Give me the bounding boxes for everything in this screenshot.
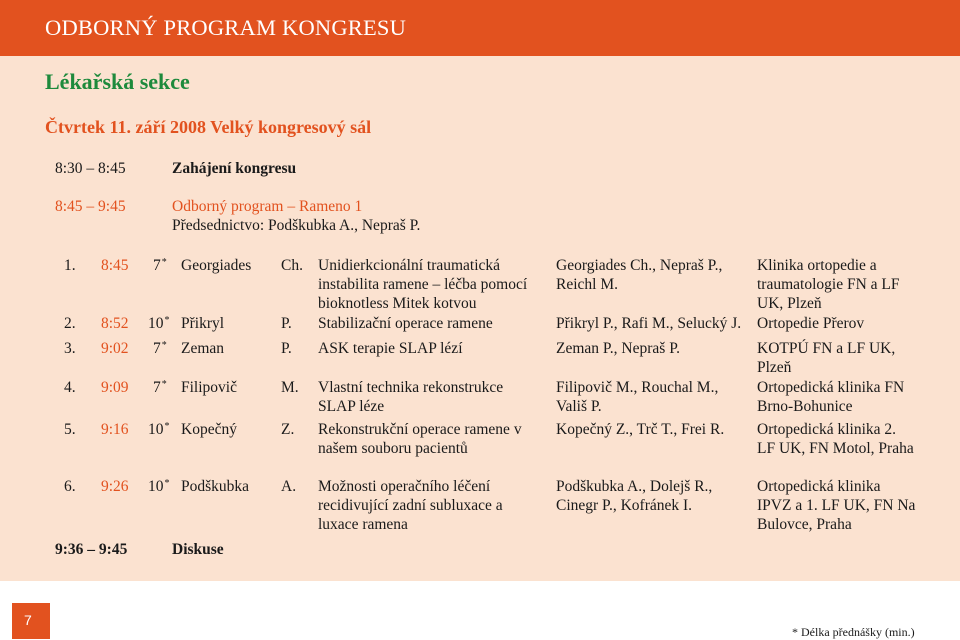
talk-duration: 10 xyxy=(148,421,164,438)
header-bar xyxy=(0,0,960,56)
page-header-title: ODBORNÝ PROGRAM KONGRESU xyxy=(45,15,407,40)
talk-institution: Ortopedická klinika 2. LF UK, FN Motol, Praha xyxy=(757,421,914,457)
talk-time: 9:16 xyxy=(101,421,129,438)
talk-title: Stabilizační operace ramene xyxy=(318,315,493,332)
talk-authors: Přikryl P., Rafi M., Selucký J. xyxy=(556,315,742,332)
discussion-title: Diskuse xyxy=(172,541,224,558)
talk-time: 8:52 xyxy=(101,315,129,332)
talk-duration: 7 xyxy=(153,257,161,274)
opening-title: Zahájení kongresu xyxy=(172,160,297,177)
talk-institution: Ortopedická klinika IPVZ a 1. LF UK, FN Na Bulovce, Praha xyxy=(757,478,916,533)
talk-duration: 10 xyxy=(148,315,164,332)
talk-title: Vlastní technika rekonstrukce SLAP léze xyxy=(318,379,504,415)
talk-duration: 7 xyxy=(153,379,161,396)
talk-number: 1. xyxy=(64,257,76,274)
talk-authors: Podškubka A., Dolejš R., Cinegr P., Kofránek I. xyxy=(556,478,713,514)
talk-speaker-initial: Z. xyxy=(281,421,295,438)
talk-number: 5. xyxy=(64,421,76,438)
talk-time: 9:02 xyxy=(101,340,129,357)
talk-duration: 10 xyxy=(148,478,164,495)
talk-duration-mark: * xyxy=(161,340,167,351)
section-title: Lékařská sekce xyxy=(45,69,190,94)
talk-time: 8:45 xyxy=(101,257,129,274)
talk-speaker-initial: Ch. xyxy=(281,257,303,274)
block-chair: Předsednictvo: Podškubka A., Nepraš P. xyxy=(172,217,421,234)
talk-speaker-surname: Georgiades xyxy=(181,257,252,274)
talk-institution: Ortopedie Přerov xyxy=(757,315,865,332)
block-title: Odborný program – Rameno 1 xyxy=(172,198,363,215)
talk-speaker-initial: P. xyxy=(281,340,292,357)
talk-authors: Filipovič M., Rouchal M., Vališ P. xyxy=(556,379,719,415)
talk-institution: Klinika ortopedie a traumatologie FN a LF UK, Plzeň xyxy=(757,257,900,312)
talk-institution: Ortopedická klinika FN Brno-Bohunice xyxy=(757,379,905,415)
talk-duration-mark: * xyxy=(161,257,167,268)
talk-duration-mark: * xyxy=(164,315,170,326)
talk-duration-mark: * xyxy=(164,478,170,489)
talk-speaker-surname: Kopečný xyxy=(181,421,237,438)
talk-time: 9:09 xyxy=(101,379,129,396)
talk-authors: Kopečný Z., Trč T., Frei R. xyxy=(556,421,725,438)
block-time: 8:45 – 9:45 xyxy=(55,198,126,215)
talk-institution: KOTPÚ FN a LF UK, Plzeň xyxy=(757,340,896,376)
talk-title: Možnosti operačního léčení recidivující zadní subluxace a luxace ramena xyxy=(318,478,503,533)
talk-speaker-surname: Filipovič xyxy=(181,379,237,396)
talk-speaker-initial: P. xyxy=(281,315,292,332)
talk-time: 9:26 xyxy=(101,478,129,495)
talk-authors: Georgiades Ch., Nepraš P., Reichl M. xyxy=(556,257,723,293)
page-number: 7 xyxy=(24,612,32,628)
talk-speaker-initial: A. xyxy=(281,478,297,495)
talk-authors: Zeman P., Nepraš P. xyxy=(556,340,680,357)
talk-title: Unidierkcionální traumatická instabilita ramene – léčba pomocí bioknotless Mitek kotvou xyxy=(318,257,528,312)
talk-number: 3. xyxy=(64,340,76,357)
talk-speaker-surname: Přikryl xyxy=(181,315,225,332)
talk-title: Rekonstrukční operace ramene v našem souboru pacientů xyxy=(318,421,522,457)
talk-duration-mark: * xyxy=(164,421,170,432)
talk-speaker-surname: Podškubka xyxy=(181,478,250,495)
talk-number: 4. xyxy=(64,379,76,396)
day-line: Čtvrtek 11. září 2008 Velký kongresový sál xyxy=(45,117,372,137)
talk-title: ASK terapie SLAP lézí xyxy=(318,340,463,357)
talk-duration-mark: * xyxy=(161,379,167,390)
talk-speaker-initial: M. xyxy=(281,379,299,396)
opening-time: 8:30 – 8:45 xyxy=(55,160,126,177)
talk-speaker-surname: Zeman xyxy=(181,340,225,357)
talk-number: 2. xyxy=(64,315,76,332)
talk-duration: 7 xyxy=(153,340,161,357)
discussion-time: 9:36 – 9:45 xyxy=(55,541,128,558)
page-number-box xyxy=(12,603,50,639)
duration-footnote: * Délka přednášky (min.) xyxy=(792,625,915,639)
talk-number: 6. xyxy=(64,478,76,495)
